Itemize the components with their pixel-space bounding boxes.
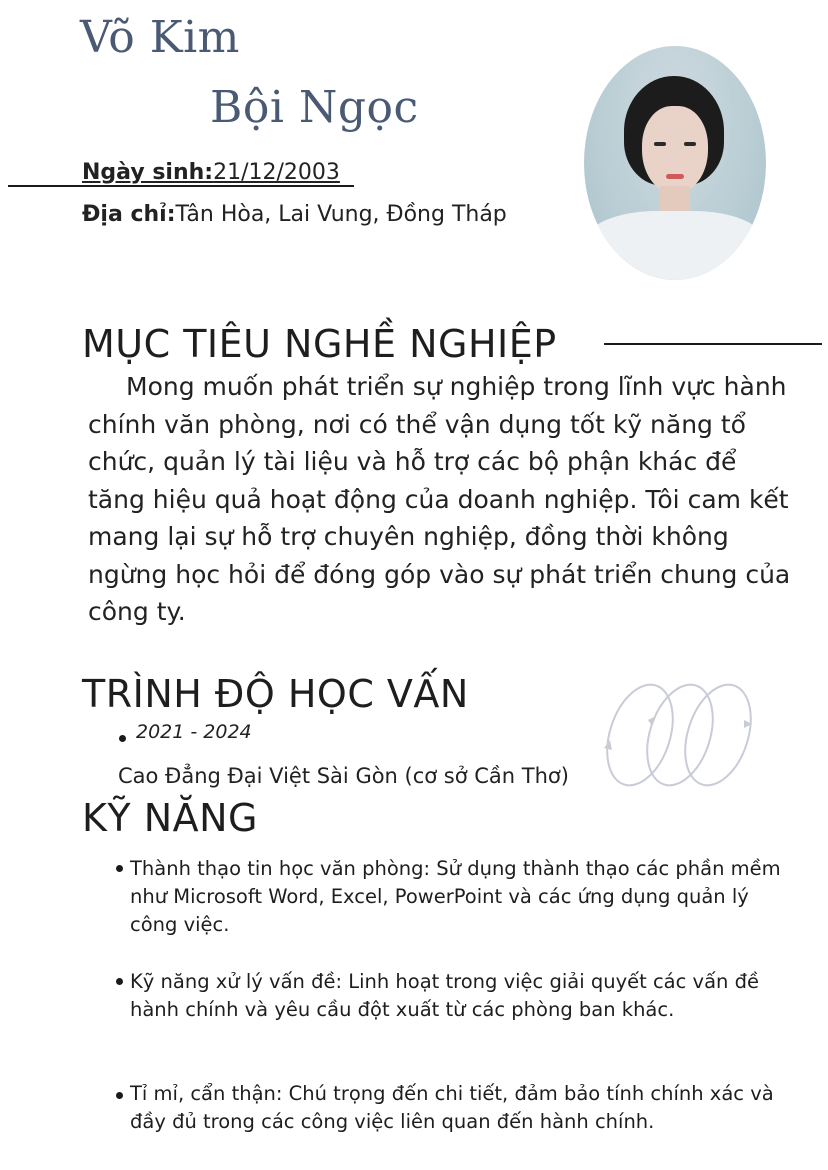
name-line-1: Võ Kim — [80, 12, 240, 63]
loop-arrows-decoration — [600, 680, 760, 800]
address-row — [82, 202, 507, 227]
skill-text-3: Tỉ mỉ, cẩn thận: Chú trọng đến chi tiết, đảm bảo tính chính xác và đầy đủ trong các công việc liên quan đến hành chính. — [130, 1082, 774, 1133]
objective-text: Mong muốn phát triển sự nghiệp trong lĩnh vực hành chính văn phòng, nơi có thể vận dụng tốt kỹ năng tổ chức, quản lý tài liệu và hỗ trợ các bộ phận khác để tăng hiệu quả hoạt động của doanh nghiệp. Tôi cam kết mang lại sự hỗ trợ chuyên nghiệp, đồng thời không ngừng học hỏi để đóng góp vào sự phát triển chung của công ty. — [88, 372, 791, 626]
skills-title: KỸ NĂNG — [82, 796, 259, 840]
skill-text-2: Kỹ năng xử lý vấn đề: Linh hoạt trong việc giải quyết các vấn đề hành chính và yêu cầu đột xuất từ các phòng ban khác. — [130, 970, 759, 1021]
dob-row — [82, 160, 340, 185]
skill-item-1 — [102, 855, 782, 939]
education-title: TRÌNH ĐỘ HỌC VẤN — [82, 672, 469, 716]
portrait-photo — [584, 46, 766, 280]
bullet-icon — [119, 735, 126, 742]
education-years: 2021 - 2024 — [136, 721, 252, 743]
dob-underline-rule — [8, 185, 354, 187]
skill-item-2 — [102, 968, 782, 1024]
bullet-icon — [116, 978, 123, 985]
bullet-icon — [116, 1092, 123, 1099]
skill-item-3 — [102, 1080, 782, 1136]
dob-label: Ngày sinh: — [82, 160, 214, 185]
education-school: Cao Đẳng Đại Việt Sài Gòn (cơ sở Cần Thơ) — [118, 764, 569, 788]
name-line-2: Bội Ngọc — [210, 82, 419, 133]
bullet-icon — [116, 865, 123, 872]
skill-text-1: Thành thạo tin học văn phòng: Sử dụng thành thạo các phần mềm như Microsoft Word, Excel, PowerPoint và các ứng dụng quản lý công việc. — [130, 857, 781, 936]
objective-title: MỤC TIÊU NGHỀ NGHIỆP — [82, 322, 557, 366]
address-value: Tân Hòa, Lai Vung, Đồng Tháp — [175, 202, 507, 227]
objective-title-rule — [604, 343, 822, 345]
address-label: Địa chỉ: — [82, 202, 176, 227]
dob-value: 21/12/2003 — [213, 160, 340, 185]
